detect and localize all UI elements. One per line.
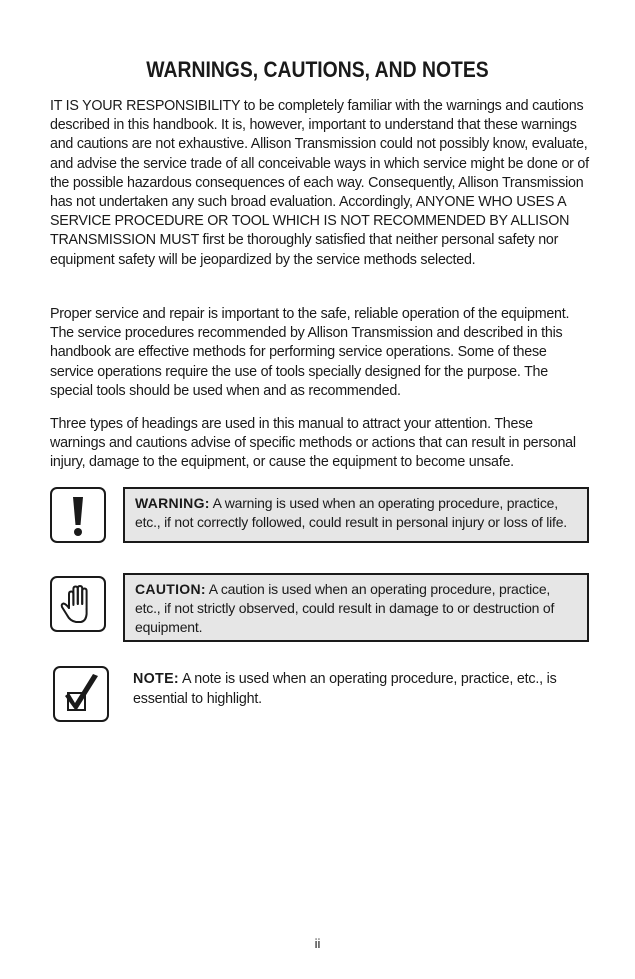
headings-paragraph: Three types of headings are used in this manual to attract your attention. These warnings and cautions advise of specific methods or actions that can result in personal injury, damage to the equipment, or cause the equipment to become unsafe. (50, 416, 576, 471)
exclamation-icon (52, 489, 104, 541)
service-paragraph: Proper service and repair is important to the safe, reliable operation of the equipment. The service procedures recommended by Allison Transmission and described in this handbook are effective methods for performing service operations. Some of these service operations require the use of tools specially designed for the purpose. The special tools should be used when and as recommended. (50, 306, 570, 399)
checkmark-icon (55, 668, 107, 720)
note-icon-frame (53, 666, 109, 722)
page-number: ii (314, 936, 321, 951)
warning-label: WARNING: (135, 495, 210, 511)
hand-icon (52, 578, 104, 630)
warning-box (123, 487, 589, 543)
note-label: NOTE: (133, 671, 179, 687)
page-title: WARNINGS, CAUTIONS, AND NOTES (146, 57, 489, 82)
warning-icon-frame (50, 487, 106, 543)
caution-icon-frame (50, 576, 106, 632)
caution-label: CAUTION: (135, 581, 206, 597)
note-text: A note is used when an operating procedure, practice, etc., is essential to highlight. (133, 671, 557, 707)
caution-box (123, 573, 589, 642)
note-block (133, 669, 593, 709)
responsibility-paragraph: IT IS YOUR RESPONSIBILITY to be completely familiar with the warnings and cautions described in this handbook. It is, however, important to understand that these warnings and cautions are not exhaustive. Allison Transmission could not possibly know, evaluate, and advise the service trade of all conceivable ways in which service might be done or of the possible hazardous consequences of each way. Consequently, Allison Transmission has not undertaken any such broad evaluation. Accordingly, ANYONE WHO USES A SERVICE PROCEDURE OR TOOL WHICH IS NOT RECOMMENDED BY ALLISON TRANSMISSION MUST first be thoroughly satisfied that neither personal safety nor equipment safety will be jeopardized by the service methods selected. (50, 98, 589, 268)
warning-text: A warning is used when an operating procedure, practice, etc., if not correctly followed, could result in personal injury or loss of life. (135, 495, 567, 530)
caution-text: A caution is used when an operating procedure, practice, etc., if not strictly observed, could result in damage to or destruction of equipment. (135, 581, 555, 635)
